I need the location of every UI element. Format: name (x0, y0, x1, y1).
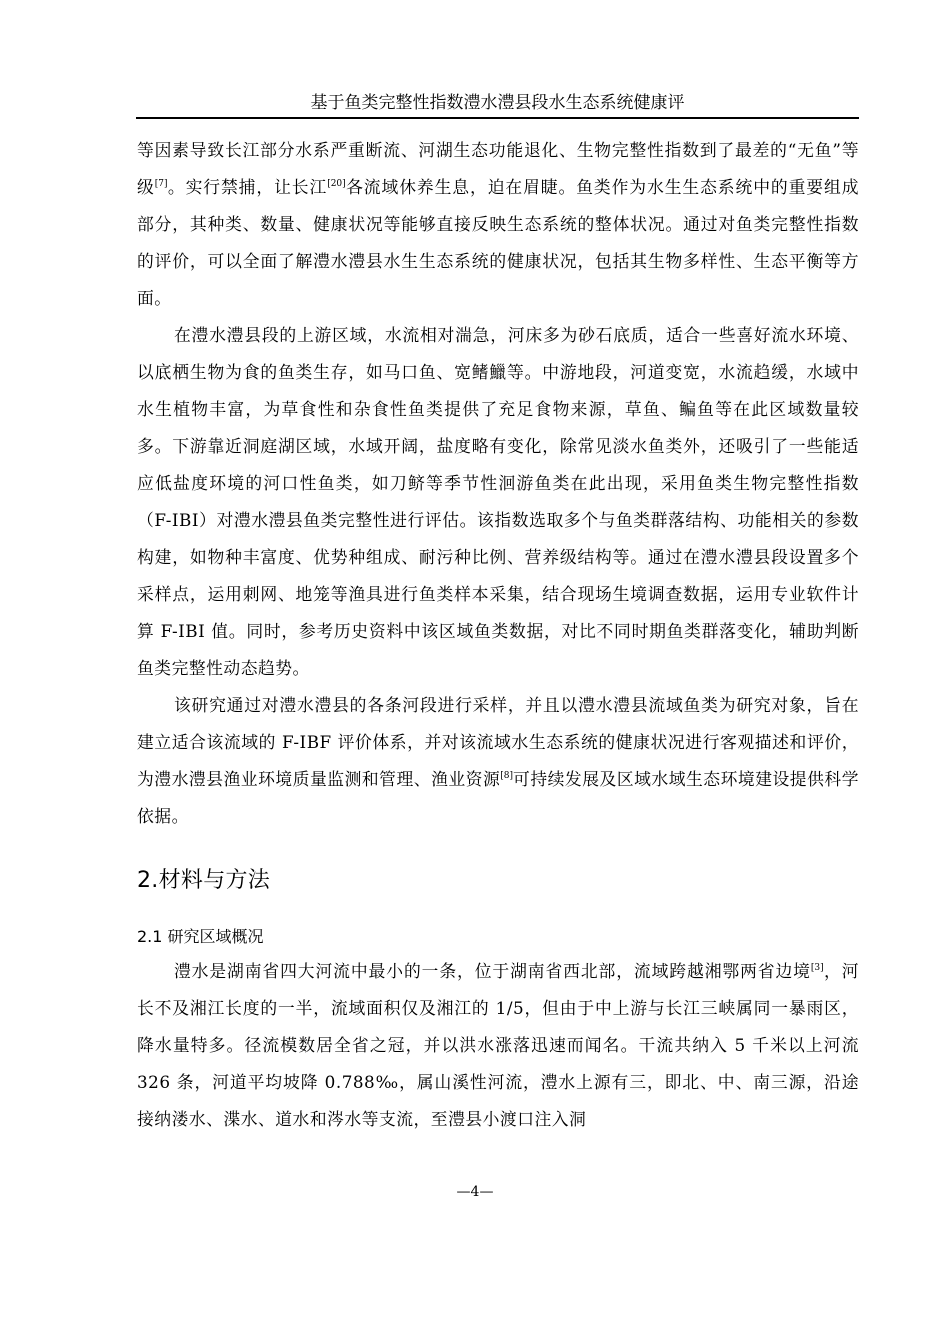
citation-8: [8] (500, 771, 514, 781)
paragraph-4-text-a: 澧水是湖南省四大河流中最小的一条，位于湖南省西北部，流域跨越湘鄂两省边境 (173, 961, 811, 981)
subsection-heading: 2.1 研究区域概况 (137, 927, 264, 946)
running-header: 基于鱼类完整性指数澧水澧县段水生态系统健康评 (310, 93, 685, 113)
paragraph-3-text-b: 可持续发展及区域水域生态环境建设提供科学依据。 (137, 769, 859, 826)
document-body (137, 132, 859, 1138)
paragraph-2: 在澧水澧县段的上游区域，水流相对湍急，河床多为砂石底质，适合一些喜好流水环境、以底栖生物为食的鱼类生存，如马口鱼、宽鳍鱲等。中游地段，河道变宽，水流趋缓，水域中水生植物丰富，为草食性和杂食性鱼类提供了充足食物来源，草鱼、鳊鱼等在此区域数量较多。下游靠近洞庭湖区域，水域开阔，盐度略有变化，除常见淡水鱼类外，还吸引了一些能适应低盐度环境的河口性鱼类，如刀鲚等季节性洄游鱼类在此出现，采用鱼类生物完整性指数（F-IBI）对澧水澧县鱼类完整性进行评估。该指数选取多个与鱼类群落结构、功能相关的参数构建，如物种丰富度、优势种组成、耐污种比例、营养级结构等。通过在澧水澧县段设置多个采样点，运用刺网、地笼等渔具进行鱼类样本采集，结合现场生境调查数据，运用专业软件计算 F-IBI 值。同时，参考历史资料中该区域鱼类数据，对比不同时期鱼类群落变化，辅助判断鱼类完整性动态趋势。 (137, 325, 859, 678)
paragraph-1-text-c: 各流域休养生息，迫在眉睫。鱼类作为水生生态系统中的重要组成部分，其种类、数量、健康状况等能够直接反映生态系统的整体状况。通过对鱼类完整性指数的评价，可以全面了解澧水澧县水生生态系统的健康状况，包括其生物多样性、生态平衡等方面。 (137, 177, 859, 308)
section-heading: 2.材料与方法 (137, 868, 271, 893)
paragraph-3-text-a: 该研究通过对澧水澧县的各条河段进行采样，并且以澧水澧县流域鱼类为研究对象，旨在建立适合该流域的 F-IBF 评价体系，并对该流域水生态系统的健康状况进行客观描述和评价，为澧水澧县渔业环境质量监测和管理、渔业资源 (137, 695, 859, 789)
header-rule (136, 117, 859, 119)
paragraph-4 (137, 953, 859, 1138)
paragraph-1-text-b: 。实行禁捕，让长江 (167, 177, 328, 197)
paragraph-1-text-a: 等因素导致长江部分水系严重断流、河湖生态功能退化、生物完整性指数到了最差的“无鱼”等级 (137, 140, 859, 197)
citation-3: [3] (810, 963, 824, 973)
paragraph-1 (137, 132, 859, 317)
page-number: —4— (456, 1184, 494, 1200)
citation-20: [20] (327, 179, 346, 189)
paragraph-4-text-b: ，河长不及湘江长度的一半，流域面积仅及湘江的 1/5，但由于中上游与长江三峡属同一暴雨区，降水量特多。径流模数居全省之冠，并以洪水涨落迅速而闻名。干流共纳入 5 千米以上河流 326 条，河道平均坡降 0.788‰，属山溪性河流，澧水上源有三，即北、中、南三源，沿途接纳溇水、渫水、道水和涔水等支流，至澧县小渡口注入洞 (137, 961, 859, 1129)
paragraph-3 (137, 687, 859, 835)
citation-7: [7] (154, 179, 168, 189)
